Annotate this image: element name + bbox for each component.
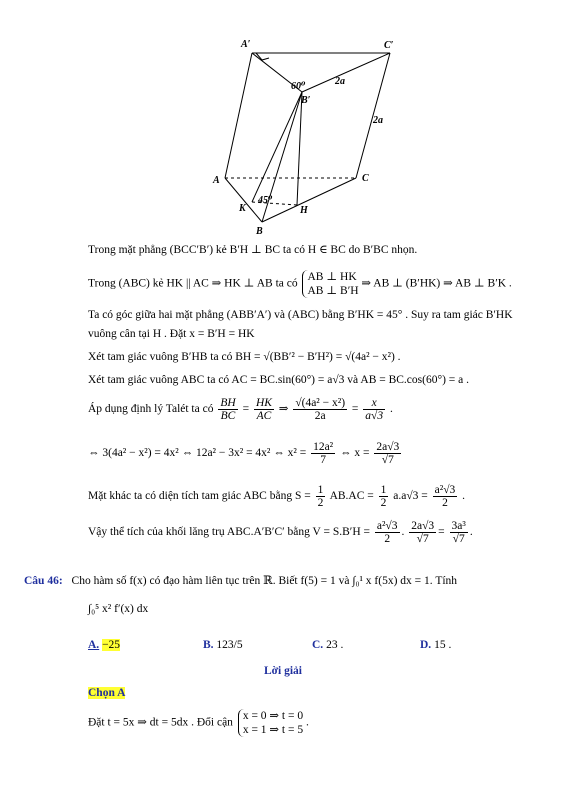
fraction: $\frac{1}{2}$	[317, 484, 324, 509]
solution-line-2-text: Trong (ABC) kẻ HK || AC ⇒ HK ⊥ AB ta có	[88, 277, 298, 290]
label-angle-bottom: 45⁰	[258, 195, 273, 206]
label-B-prime: B′	[301, 95, 311, 106]
solution-line-10: Vậy thể tích của khối lăng trụ ABC.A′B′C′ bằng V = S.B′H = $\frac{\text{a²√3}}{2}$ . $\frac{2a√3}{√7}$ = $\frac{\text{3a³}}{√7}$ .	[88, 520, 473, 545]
question-integral: ∫₀⁵ x² f′(x) dx	[88, 603, 149, 615]
solution-line-2	[88, 270, 512, 298]
label-edge-side: 2a	[373, 115, 383, 126]
bounds-brace	[238, 709, 303, 737]
substitution-text: Đặt t = 5x ⇒ dt = 5dx . Đổi cận	[88, 716, 233, 729]
fraction: $\frac{HK}{AC}$	[255, 397, 272, 422]
question-46	[24, 573, 457, 587]
solution-heading: Lời giải	[264, 665, 302, 677]
label-H: H	[300, 205, 308, 216]
label-A-prime: A′	[241, 39, 251, 50]
equation-text: ⇔ 3(4a² − x²) = 4x² ⇔ 12a² − 3x² = 4x² ⇔ x² =	[88, 447, 307, 460]
fraction: $\frac{BH}{BC}$	[220, 397, 236, 422]
label-K: K	[239, 203, 246, 214]
volume-text: Vậy thể tích của khối lăng trụ ABC.A′B′C′ bằng V = S.B′H =	[88, 526, 370, 539]
solution-line-2-result: ⇒ AB ⊥ (B′HK) ⇒ AB ⊥ B′K .	[361, 277, 512, 290]
bound-1: x = 0 ⇒ t = 0	[242, 710, 304, 722]
area-text: Mặt khác ta có diện tích tam giác ABC bằng S =	[88, 490, 311, 503]
correct-answer-highlight: −25	[102, 639, 121, 651]
label-C-prime: C′	[384, 40, 394, 51]
condition-1: AB ⊥ HK	[307, 271, 357, 283]
fraction: $\frac{\text{3a³}}{√7}$	[451, 520, 466, 545]
option-A[interactable]: A. −25	[88, 639, 121, 651]
chosen-answer: Chọn A	[88, 687, 126, 699]
solution-line-7: Áp dụng định lý Talét ta có $\frac{BH}{BC}$ = $\frac{HK}{AC}$ ⇒ $\frac{\text{√(4a² − x²)}}{2a}$ = $\frac{x}{a√3}$ .	[88, 397, 393, 422]
prism-figure	[0, 0, 566, 240]
label-angle-top: 60⁰	[291, 81, 306, 92]
area-text: a.a√3 =	[393, 490, 428, 503]
question-number: Câu 46:	[24, 575, 63, 587]
substitution-line: Đặt t = 5x ⇒ dt = 5dx . Đổi cận x = 0 ⇒ t = 0 x = 1 ⇒ t = 5 .	[88, 710, 309, 736]
label-C: C	[362, 173, 369, 184]
equation-text: ⇔ x =	[340, 447, 370, 460]
fraction: $\frac{2a√3}{√7}$	[411, 520, 435, 545]
bound-2: x = 1 ⇒ t = 5	[242, 724, 304, 736]
solution-line-8	[88, 441, 403, 466]
fraction: $\frac{x}{a√3}$	[365, 397, 384, 422]
fraction: $\frac{\text{12a²}}{7}$	[313, 441, 334, 466]
label-B: B	[256, 226, 263, 237]
talet-text: Áp dụng định lý Talét ta có	[88, 403, 214, 416]
fraction: $\frac{\text{√(4a² − x²)}}{2a}$	[295, 397, 346, 422]
condition-2: AB ⊥ B′H	[307, 285, 359, 297]
area-text: AB.AC =	[329, 490, 374, 503]
solution-line-4: vuông cân tại H . Đặt x = B′H = HK	[88, 328, 255, 340]
solution-line-9: Mặt khác ta có diện tích tam giác ABC bằng S = $\frac{1}{2}$ AB.AC = $\frac{1}{2}$ a.a√3 = $\frac{\text{a²√3}}{2}$ .	[88, 484, 466, 509]
condition-brace	[302, 270, 358, 298]
solution-line-1: Trong mặt phẳng (BCC′B′) kẻ B′H ⊥ BC ta có H ∈ BC do B′BC nhọn.	[88, 244, 418, 256]
fraction: $\frac{2a√3}{√7}$	[376, 441, 400, 466]
label-A: A	[213, 175, 220, 186]
fraction: $\frac{\text{a²√3}}{2}$	[376, 520, 398, 545]
fraction: $\frac{\text{a²√3}}{2}$	[434, 484, 456, 509]
fraction: $\frac{1}{2}$	[380, 484, 387, 509]
option-C[interactable]: C. 23 .	[312, 639, 344, 651]
solution-line-3: Ta có góc giữa hai mặt phẳng (ABB′A′) và (ABC) bằng B′HK = 45° . Suy ra tam giác B′HK	[88, 309, 513, 321]
question-text: Cho hàm số f(x) có đạo hàm liên tục trên ℝ. Biết f(5) = 1 và ∫₀¹ x f(5x) dx = 1. Tính	[71, 575, 458, 587]
option-B[interactable]: B. 123/5	[203, 639, 243, 651]
solution-line-6: Xét tam giác vuông ABC ta có AC = BC.sin(60°) = a√3 và AB = BC.cos(60°) = a .	[88, 374, 469, 386]
solution-line-5: Xét tam giác vuông B′HB ta có BH = √(BB′² − B′H²) = √(4a² − x²) .	[88, 351, 401, 363]
option-D[interactable]: D. 15 .	[420, 639, 452, 651]
label-edge-top: 2a	[335, 76, 345, 87]
